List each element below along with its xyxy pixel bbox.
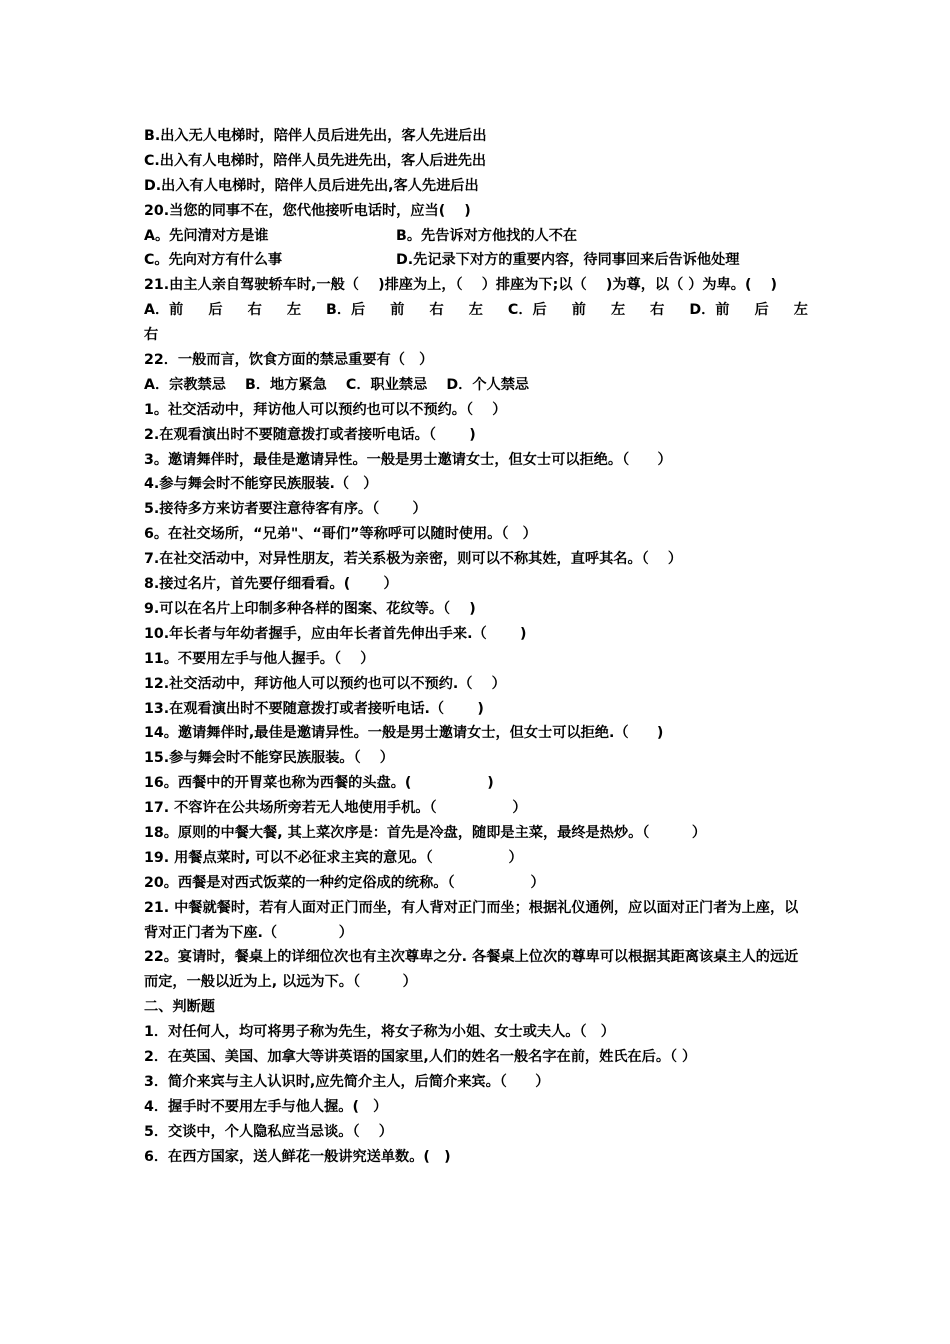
section-heading: 二、判断题 [144,999,215,1016]
statement-2: 2.在观看演出时不要随意拨打或者接听电话。（ ) [144,426,476,443]
statement-11: 11。不要用左手与他人握手。（ ） [144,650,375,667]
judgement-4: 4．握手时不要用左手与他人握。( ） [144,1098,388,1115]
statement-14: 14。邀请舞伴时,最佳是邀请异性。一般是男士邀请女士，但女士可以拒绝.（ ) [144,725,664,742]
question-22: 22．一般而言，饮食方面的禁忌重要有（ ） [144,352,434,369]
opt-token: 左 [610,302,626,319]
statement-16: 16。西餐中的开胃菜也称为西餐的头盘。( ) [144,775,494,792]
opt-token: 右 [650,302,665,319]
opt-token: A．前 [144,302,184,319]
statement-18: 18。原则的中餐大餐, 其上菜次序是：首先是冷盘，随即是主菜，最终是热炒。（ ） [144,824,707,841]
option-c-line: C.出入有人电梯时，陪伴人员先进先出，客人后进先出 [144,152,487,169]
opt-token: D．前 [689,302,730,319]
judgement-3: 3．简介来宾与主人认识时,应先简介主人，后简介来宾。（ ） [144,1073,550,1090]
document-body [144,124,808,1170]
opt-token: C．后 [507,302,547,319]
statement-10: 10.年长者与年幼者握手，应由年长者首先伸出手来.（ ) [144,625,527,642]
option-b: B。先告诉对方他找的人不在 [396,227,578,244]
statement-3: 3。邀请舞伴时，最佳是邀请异性。一般是男士邀请女士，但女士可以拒绝。（ ） [144,451,672,468]
question-20-options-row-1 [144,224,808,249]
statement-1: 1。社交活动中，拜访他人可以预约也可以不预约。（ ） [144,401,507,418]
option-d-line: D.出入有人电梯时，陪伴人员后进先出,客人先进后出 [144,177,479,194]
statement-9: 9.可以在名片上印制多种各样的图案、花纹等。（ ) [144,600,476,617]
opt-token: 前 [390,302,405,319]
statement-5: 5.接待多方来访者要注意待客有序。（ ） [144,501,427,518]
question-21-options [144,298,808,323]
statement-6: 6。在社交场所，“兄弟"、“哥们”等称呼可以随时使用。（ ） [144,526,537,543]
option-a: A。先问清对方是谁 [144,227,269,244]
question-20-options-row-2 [144,248,808,273]
statement-20: 20。西餐是对西式饭菜的一种约定俗成的统称。（ ） [144,874,545,891]
judgement-2: 2．在英国、美国、加拿大等讲英语的国家里,人们的姓名一般名字在前，姓氏在后。（ ） [144,1049,697,1066]
opt-token: 后 [208,302,223,319]
question-21-options-wrap: 右 [144,327,159,344]
opt-token: 前 [571,302,586,319]
question-22-options: A．宗教禁忌 B．地方紧急 C．职业禁忌 D．个人禁忌 [144,376,530,393]
opt-token: B．后 [326,302,366,319]
statement-15: 15.参与舞会时不能穿民族服装。（ ） [144,750,394,767]
opt-token: 右 [247,302,262,319]
statement-7: 7.在社交活动中，对异性朋友，若关系极为亲密，则可以不称其姓，直呼其名。（ ） [144,551,683,568]
statement-13: 13.在观看演出时不要随意拨打或者接听电话.（ ) [144,700,484,717]
option-b-line: B.出入无人电梯时，陪伴人员后进先出，客人先进后出 [144,128,487,144]
opt-token: 后 [754,302,769,319]
opt-token: 左 [468,302,483,319]
opt-token: 左 [793,302,808,319]
judgement-1: 1．对任何人，均可将男子称为先生，将女子称为小姐、女士或夫人。（ ） [144,1024,615,1041]
statement-22: 22。宴请时，餐桌上的详细位次也有主次尊卑之分. 各餐桌上位次的尊卑可以根据其距离该桌主人的远近而定，一般以近为上, 以远为下。（ ） [144,949,799,991]
judgement-6: 6．在西方国家，送人鲜花一般讲究送单数。( ) [144,1148,451,1165]
option-c: C。先向对方有什么事 [144,252,283,269]
statement-8: 8.接过名片，首先要仔细看看。( ） [144,576,398,593]
option-d: D.先记录下对方的重要内容，待同事回来后告诉他处理 [396,252,740,269]
judgement-5: 5．交谈中，个人隐私应当忌谈。（ ） [144,1123,393,1140]
question-21: 21.由主人亲自驾驶轿车时,一般（ )排座为上，（ ）排座为下;以（ )为尊，以（ ）为卑。( ) [144,277,778,294]
statement-17: 17. 不容许在公共场所旁若无人地使用手机。（ ） [144,800,527,817]
statement-4: 4.参与舞会时不能穿民族服装.（ ） [144,476,378,493]
opt-token: 右 [429,302,444,319]
opt-token: 左 [286,302,302,319]
question-20: 20.当您的同事不在，您代他接听电话时，应当( ) [144,202,471,219]
statement-12: 12.社交活动中，拜访他人可以预约也可以不预约.（ ） [144,675,506,692]
statement-19: 19. 用餐点菜时, 可以不必征求主宾的意见。（ ） [144,849,523,866]
statement-21: 21. 中餐就餐时，若有人面对正门而坐，有人背对正门而坐；根据礼仪通例，应以面对正门者为上座，以背对正门者为下座.（ ） [144,899,799,941]
